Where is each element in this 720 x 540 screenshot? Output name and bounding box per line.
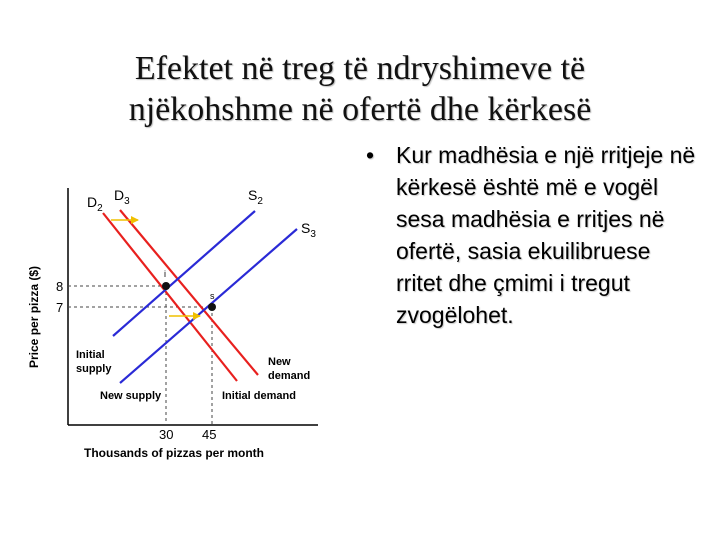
x-tick-45: 45: [202, 427, 217, 442]
curve-label-s3: $S_3$: [301, 220, 316, 240]
equilibrium-point-new: [208, 303, 216, 311]
point-label-initial: i: [164, 269, 166, 279]
curve-label-s2: $S_2$: [248, 187, 263, 207]
supply-curve-s2: [113, 211, 255, 336]
y-tick-8: 8: [56, 279, 64, 294]
title-line-1: Efektet në treg të ndryshimeve të: [134, 50, 586, 87]
y-tick-7: 7: [56, 300, 64, 315]
equilibrium-point-initial: [162, 282, 170, 290]
annotation-initial-supply-line1: Initial: [76, 349, 105, 361]
demand-curve-d2: [103, 213, 237, 381]
y-axis-label: Price per pizza ($): [27, 265, 41, 368]
annotation-new-supply: New supply: [100, 390, 162, 402]
x-tick-30: 30: [159, 427, 174, 442]
point-label-second: s: [210, 291, 215, 301]
annotation-initial-supply-line2: supply: [76, 363, 112, 375]
bullet-text: Kur madhësia e një rritjeje në kërkesë është më e vogël sesa madhësia e rritjes në ofertë, sasia ekuilibruese rritet dhe çmimi i tregut zvogëlohet.: [396, 142, 696, 328]
title-line-2: njëkohshme në ofertë dhe kërkesë: [128, 91, 592, 128]
x-axis-label: Thousands of pizzas per month: [84, 446, 265, 460]
annotation-initial-demand: Initial demand: [222, 390, 296, 402]
bullet-list: [366, 139, 696, 331]
supply-demand-diagram: [0, 170, 340, 470]
annotation-new-demand-line2: demand: [268, 370, 311, 382]
demand-curve-d3: [120, 210, 258, 375]
bullet-marker: •: [366, 142, 375, 168]
annotation-new-demand-line1: New: [268, 356, 291, 368]
curve-label-d3: $D_3$: [114, 187, 130, 207]
curve-label-d2: $D_2$: [87, 194, 103, 214]
slide-title: [40, 48, 680, 130]
